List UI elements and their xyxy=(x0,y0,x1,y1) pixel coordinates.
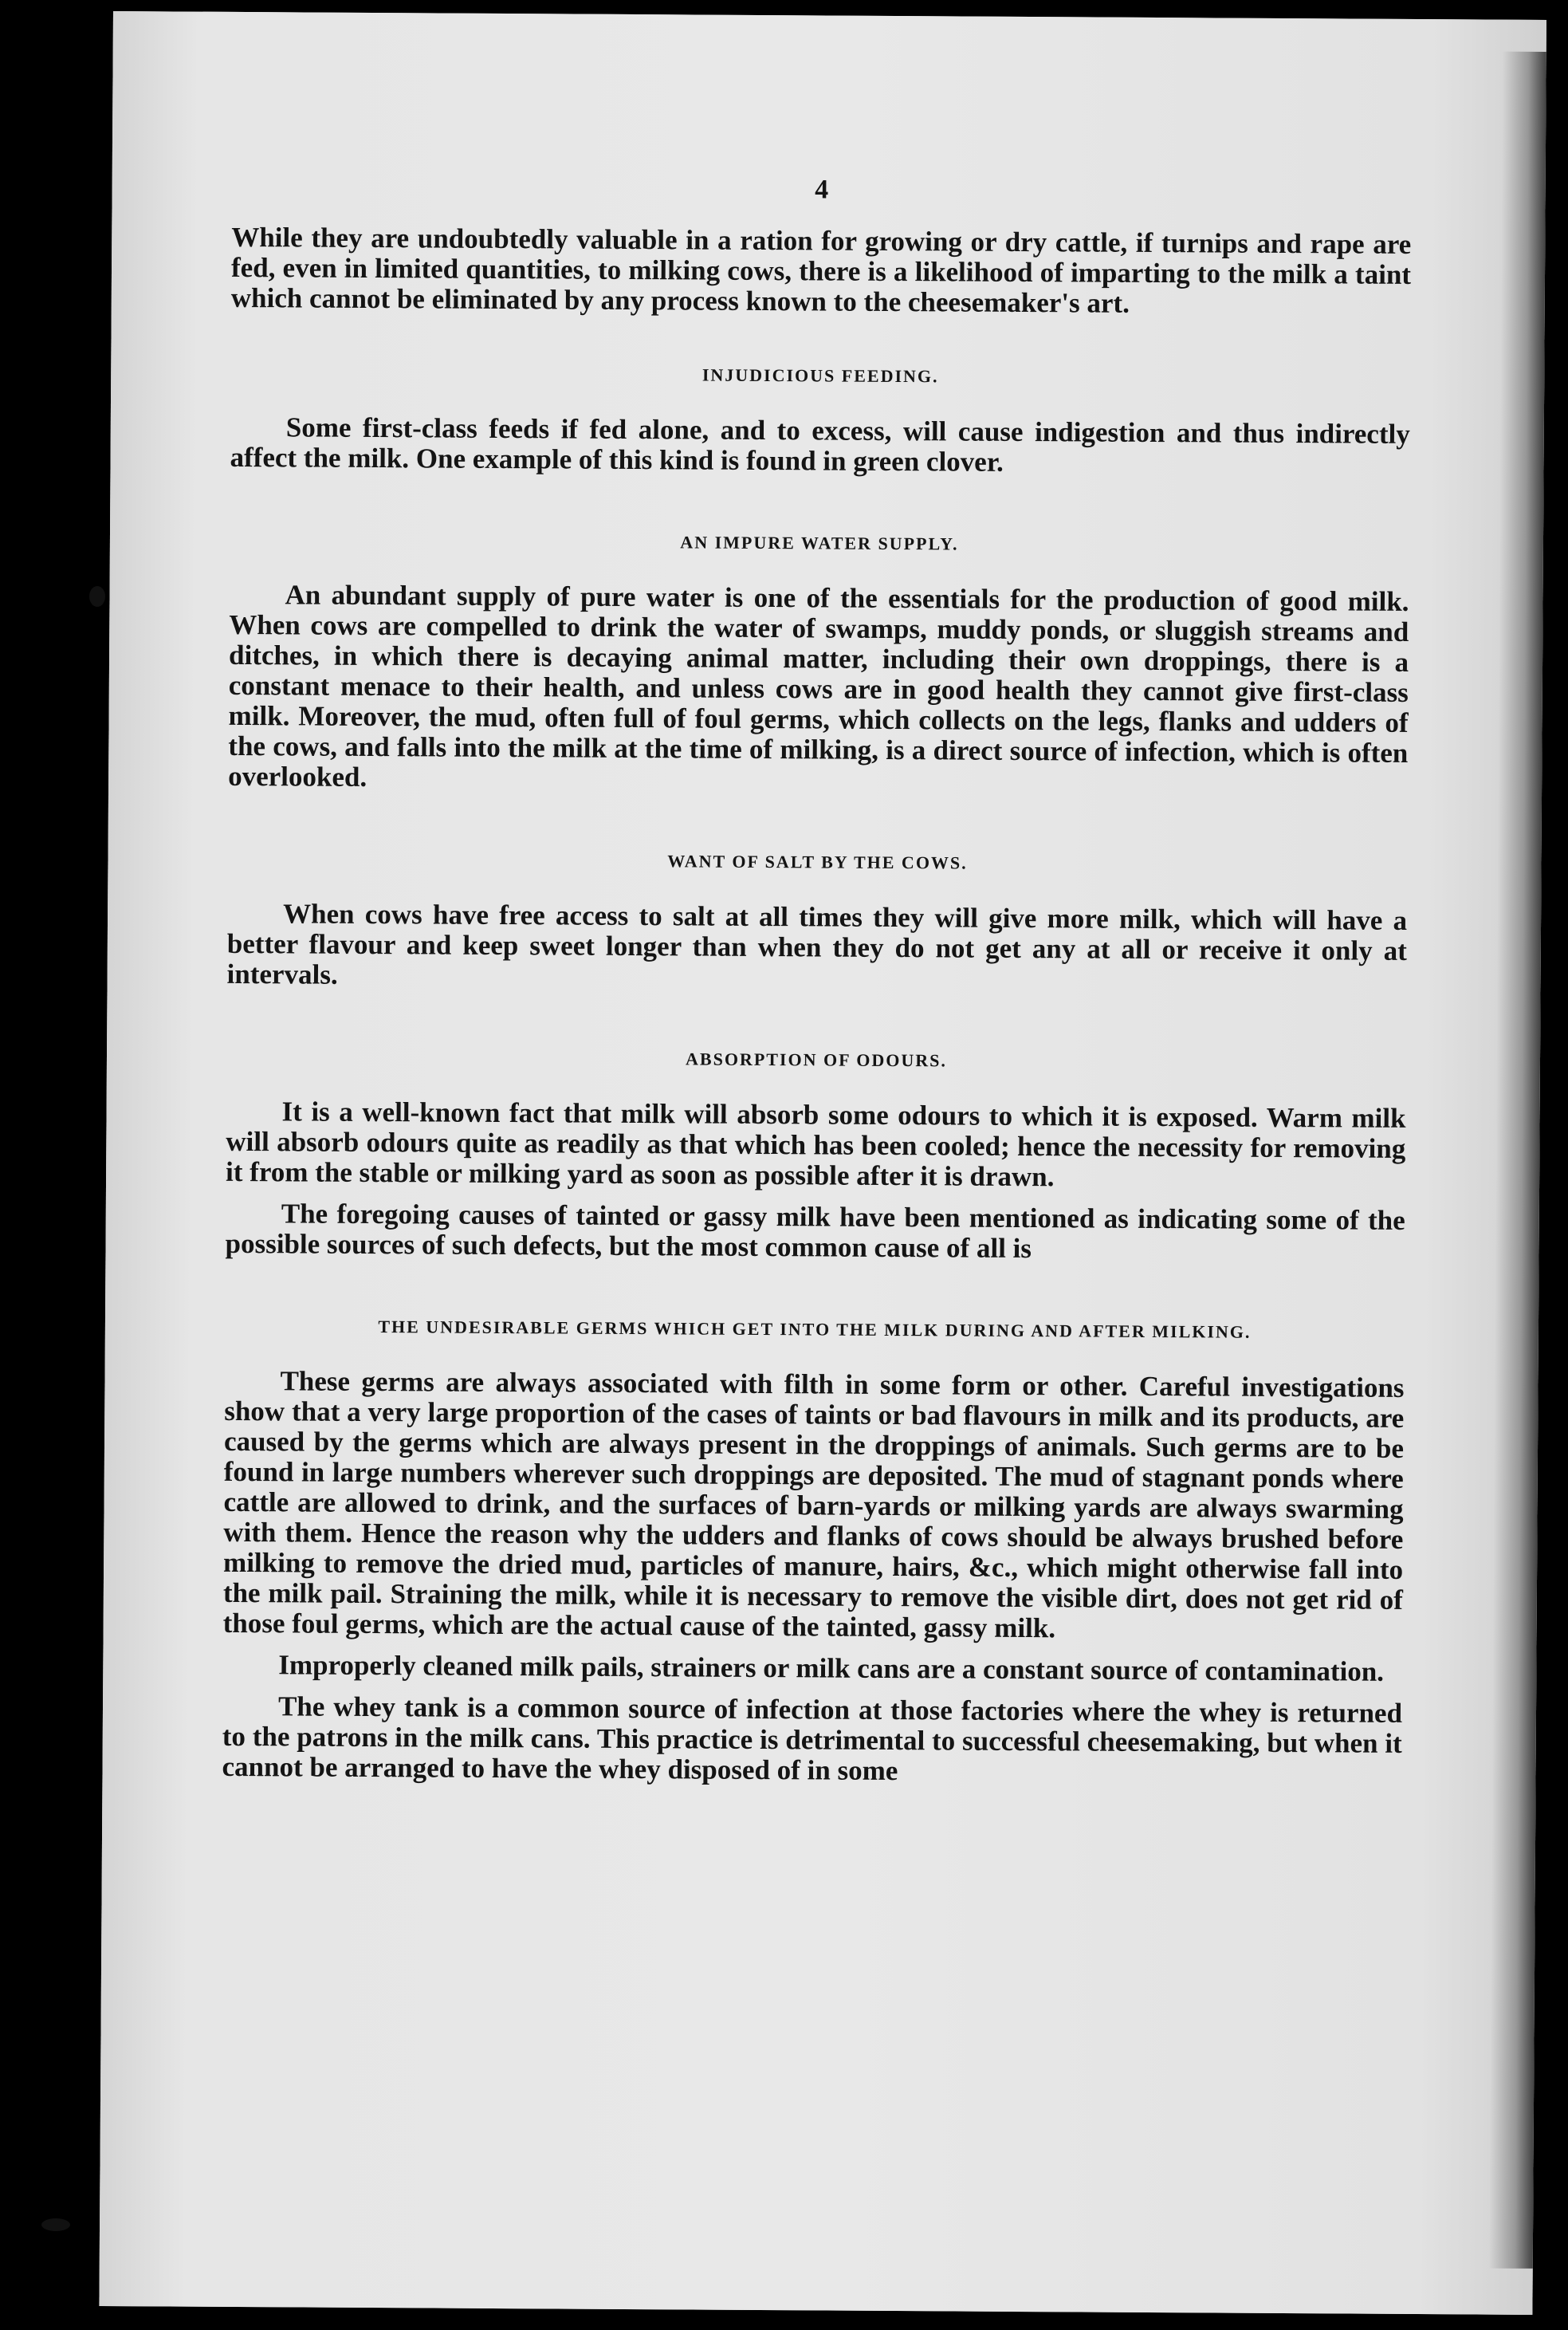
heading-impure-water-supply: AN IMPURE WATER SUPPLY. xyxy=(680,532,959,554)
page-content xyxy=(222,171,1411,1789)
intro-paragraph: While they are undoubtedly valuable in a ration for growing or dry cattle, if turnips and rape are fed, even in limited quantities, to milking cows, there is a likelihood of imparting to the milk a taint which cannot be eliminated by any process known to the cheesemaker's art. xyxy=(230,221,1412,319)
document-page xyxy=(99,11,1546,2315)
page-edge-shadow xyxy=(1489,52,1546,2269)
paragraph-injudicious-feeding: Some first-class feeds if fed alone, and to excess, will cause indigestion and thus indirectly affect the milk. One example of this kind is found in green clover. xyxy=(230,411,1410,478)
page-number: 4 xyxy=(815,175,829,205)
scan-speck xyxy=(41,2218,70,2231)
paragraph-undesirable-germs: These germs are always associated with filth in some form or other. Careful investigations show that a very large proportion of the cases of taints or bad flavours in milk and its products, are caused by the germs which are always present in the droppings of animals. Such germs are to be found in large numbers wherever such droppings are deposited. The mud of stagnant ponds where cattle are allowed to drink, and the surfaces of barn-yards or milking yards are always swarming with them. Hence the reason why the udders and flanks of cows should be always brushed before milking to remove the dried mud, particles of manure, hairs, &c., which might otherwise fall into the milk pail. Straining the milk, while it is necessary to remove the visible dirt, does not get rid of those foul germs, which are the actual cause of the tainted, gassy milk. xyxy=(222,1365,1405,1644)
paragraph-foregoing-causes: The foregoing causes of tainted or gassy milk have been mentioned as indicating some of the possible sources of such defects, but the most common cause of all is xyxy=(225,1198,1405,1265)
paragraph-whey-tank: The whey tank is a common source of infection at those factories where the whey is returned to the patrons in the milk cans. This practice is detrimental to successful cheesemaking, but when it cannot be arranged to have the whey disposed of in some xyxy=(222,1690,1403,1787)
paragraph-want-of-salt: When cows have free access to salt at all times they will give more milk, which will have a better flavour and keep sweet longer than when they do not get any at all or receive it only at intervals. xyxy=(226,898,1408,990)
heading-absorption-of-odours: ABSORPTION OF ODOURS. xyxy=(685,1049,947,1071)
paragraph-absorption-of-odours: It is a well-known fact that milk will absorb some odours to which it is exposed. Warm milk will absorb odours quite as readily as that which has been cooled; hence the necessity for removing it from the stable or milking yard as soon as possible after it is drawn. xyxy=(225,1096,1406,1193)
heading-want-of-salt: WANT OF SALT BY THE COWS. xyxy=(667,851,968,873)
heading-injudicious-feeding: INJUDICIOUS FEEDING. xyxy=(701,364,939,387)
heading-undesirable-germs: THE UNDESIRABLE GERMS WHICH GET INTO THE MILK DURING AND AFTER MILKING. xyxy=(378,1317,1252,1342)
scan-speck xyxy=(89,586,105,607)
paragraph-impure-water-supply: An abundant supply of pure water is one of the essentials for the production of good milk. When cows are compelled to drink the water of swamps, muddy ponds, or sluggish streams and ditches, in which there is decaying animal matter, including their own droppings, there is a constant menace to their health, and unless cows are in good health they cannot give first-class milk. Moreover, the mud, often full of foul germs, which collects on the legs, flanks and udders of the cows, and falls into the milk at the time of milking, is a direct source of infection, which is often overlooked. xyxy=(228,579,1409,793)
paragraph-milk-pails: Improperly cleaned milk pails, strainers or milk cans are a constant source of contamination. xyxy=(278,1649,1385,1687)
